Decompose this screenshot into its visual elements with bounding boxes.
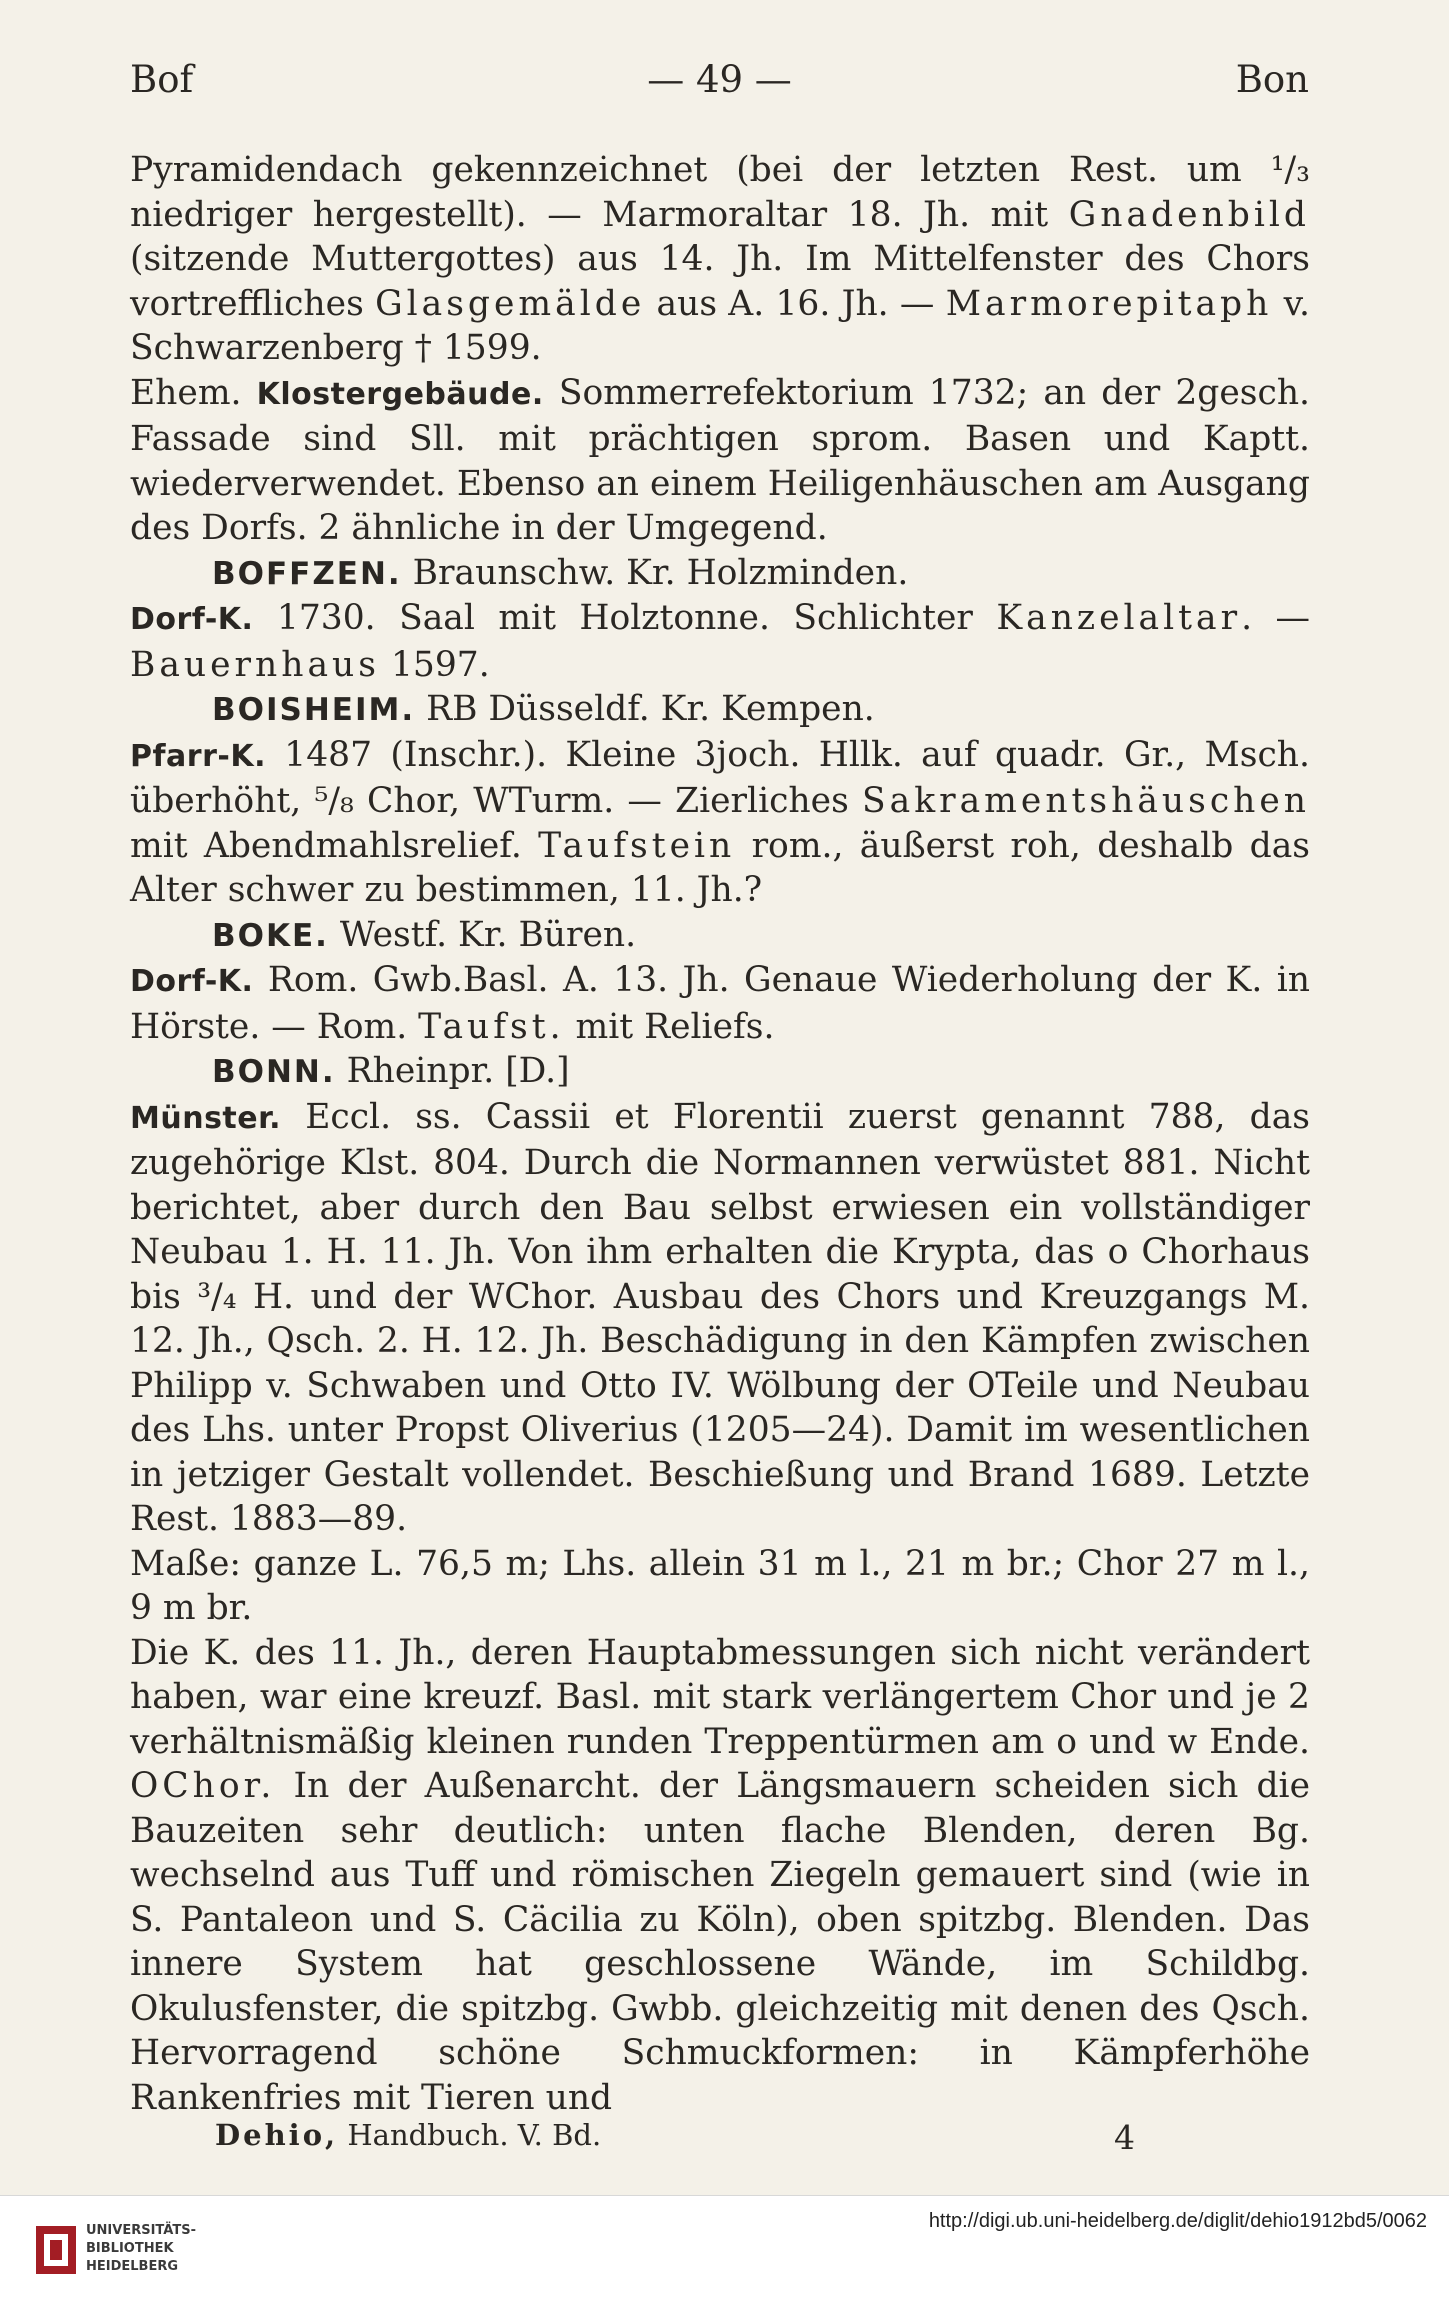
spaced-term: OChor.	[130, 1766, 276, 1806]
keyword: Pfarr-K.	[130, 738, 266, 774]
footer-title: Handbuch. V. Bd.	[347, 2118, 602, 2152]
text-run: Pyramidendach gekennzeichnet (bei der letzten Rest. um ¹/₃ niedriger hergestellt). — Marmoraltar 18. Jh. mit	[130, 150, 1310, 235]
header-right: Bon	[1235, 58, 1309, 101]
footer-book	[215, 2118, 601, 2152]
library-name-line: HEIDELBERG	[86, 2259, 179, 2274]
entry-heading	[130, 687, 1310, 733]
library-name	[86, 2222, 196, 2276]
text-run: aus A. 16. Jh. —	[645, 283, 946, 324]
text-run: In der Außenarcht. der Längsmauern scheiden sich die Bauzeiten sehr deutlich: unten flache Blenden, deren Bg. wechselnd aus Tuff und römischen Ziegeln gemauert sind (wie in S. Pantaleon und S. Cäcilia zu Köln), oben spitzbg. Blenden. Das innere System hat geschlossene Wände, im Schildbg. Okulusfenster, die spitzbg. Gwbb. gleichzeitig mit denen des Qsch. Hervorragend schöne Schmuckformen: in Kämpferhöhe Rankenfries mit Tieren und	[130, 1766, 1310, 2118]
text-run: Sommerrefektorium 1732; an der 2gesch. Fassade sind Sll. mit prächtigen sprom. Basen und Kaptt. wiederverwendet. Ebenso an einem Heiligenhäuschen am Ausgang des Dorfs. 2 ähnliche in der Umgegend.	[130, 372, 1311, 548]
spaced-term: Taufst.	[418, 1006, 565, 1047]
text-paragraph	[130, 371, 1310, 551]
spaced-term: Glasgemälde	[375, 283, 646, 324]
text-run: v. Schwarzenberg † 1599.	[130, 283, 1311, 368]
text-run: 1597.	[379, 644, 490, 685]
spaced-term: Bauernhaus	[130, 644, 380, 685]
text-run: mit Abendmahlsrelief.	[130, 825, 539, 866]
text-paragraph	[130, 596, 1310, 687]
text-run: Rom. Gwb.Basl. A. 13. Jh. Genaue Wiederholung der K. in Hörste. — Rom.	[130, 960, 1310, 1047]
place-name: BONN.	[212, 1054, 336, 1090]
text-run: rom., äußerst roh, deshalb das Alter schwer zu bestimmen, 11. Jh.?	[130, 825, 1310, 910]
text-run: Die K. des 11. Jh., deren Hauptabmessungen sich nicht verändert haben, war eine kreuzf. Basl. mit stark verlängertem Chor und je 2 verhältnismäßig kleinen runden Treppentürmen am o und w Ende.	[130, 1632, 1310, 1762]
text-paragraph	[130, 1542, 1310, 1631]
text-run: RB Düsseldf. Kr. Kempen.	[415, 689, 875, 729]
page-body	[130, 148, 1310, 2120]
text-run: Maße: ganze L. 76,5 m; Lhs. allein 31 m l., 21 m br.; Chor 27 m l., 9 m br.	[130, 1543, 1310, 1628]
header-left: Bof	[130, 58, 194, 101]
permalink-url[interactable]: http://digi.ub.uni-heidelberg.de/diglit/dehio1912bd5/0062	[928, 2210, 1427, 2232]
text-paragraph	[130, 148, 1310, 371]
keyword: Dorf-K.	[130, 964, 254, 999]
entry-heading	[130, 551, 1310, 597]
university-seal-icon	[32, 2220, 80, 2280]
signature-mark: 4	[1114, 2118, 1135, 2157]
text-paragraph	[130, 958, 1310, 1049]
text-run: (sitzende Muttergottes) aus 14. Jh. Im Mittelfenster des Chors vortreffliches	[130, 239, 1310, 324]
entry-heading	[130, 913, 1310, 959]
spaced-term: Taufstein	[538, 825, 736, 866]
keyword: Dorf-K.	[130, 602, 254, 637]
spaced-term: Gnadenbild	[1068, 194, 1310, 235]
text-run: . —	[1241, 598, 1310, 638]
text-run: 1730. Saal mit Holztonne. Schlichter	[253, 598, 997, 638]
entry-heading	[130, 1049, 1310, 1095]
place-name: BOISHEIM.	[212, 692, 416, 728]
page-footer	[215, 2118, 1135, 2162]
text-run: Rheinpr. [D.]	[335, 1051, 570, 1091]
text-run: Eccl. ss. Cassii et Florentii zuerst genannt 788, das zugehörige Klst. 804. Durch die Normannen verwüstet 881. Nicht berichtet, aber durch den Bau selbst erwiesen ein vollständiger Neubau 1. H. 11. Jh. Von ihm erhalten die Krypta, das o Chorhaus bis ³/₄ H. und der WChor. Ausbau des Chors und Kreuzgangs M. 12. Jh., Qsch. 2. H. 12. Jh. Beschädigung in den Kämpfen zwischen Philipp v. Schwaben und Otto IV. Wölbung der OTeile und Neubau des Lhs. unter Propst Oliverius (1205—24). Damit im wesentlichen in jetziger Gestalt vollendet. Beschießung und Brand 1689. Letzte Rest. 1883—89.	[130, 1096, 1310, 1539]
text-run: Braunschw. Kr. Holzminden.	[401, 552, 909, 593]
place-name: BOKE.	[212, 917, 329, 954]
spaced-term: Kanzelaltar	[996, 598, 1242, 638]
text-run: Westf. Kr. Büren.	[328, 914, 637, 955]
keyword: Münster.	[130, 1100, 282, 1136]
text-run: 1487 (Inschr.). Kleine 3joch. Hllk. auf quadr. Gr., Msch. überhöht, ⁵/₈ Chor, WTurm. — Zierliches	[130, 734, 1310, 821]
page-number: — 49 —	[647, 58, 792, 101]
text-paragraph	[130, 1631, 1310, 2121]
library-bar	[0, 2195, 1449, 2304]
library-name-line: BIBLIOTHEK	[86, 2241, 174, 2256]
text-paragraph	[130, 1095, 1310, 1542]
library-name-line: UNIVERSITÄTS-	[86, 2223, 196, 2238]
text-run: Ehem.	[130, 372, 257, 413]
footer-author: Dehio,	[215, 2118, 339, 2152]
spaced-term: Marmorepitaph	[945, 283, 1273, 324]
text-run: mit Reliefs.	[564, 1006, 775, 1047]
text-paragraph	[130, 733, 1310, 913]
running-header	[130, 58, 1309, 108]
spaced-term: Sakramentshäuschen	[862, 781, 1310, 821]
place-name: BOFFZEN.	[212, 555, 402, 592]
keyword: Klostergebäude.	[256, 376, 544, 412]
